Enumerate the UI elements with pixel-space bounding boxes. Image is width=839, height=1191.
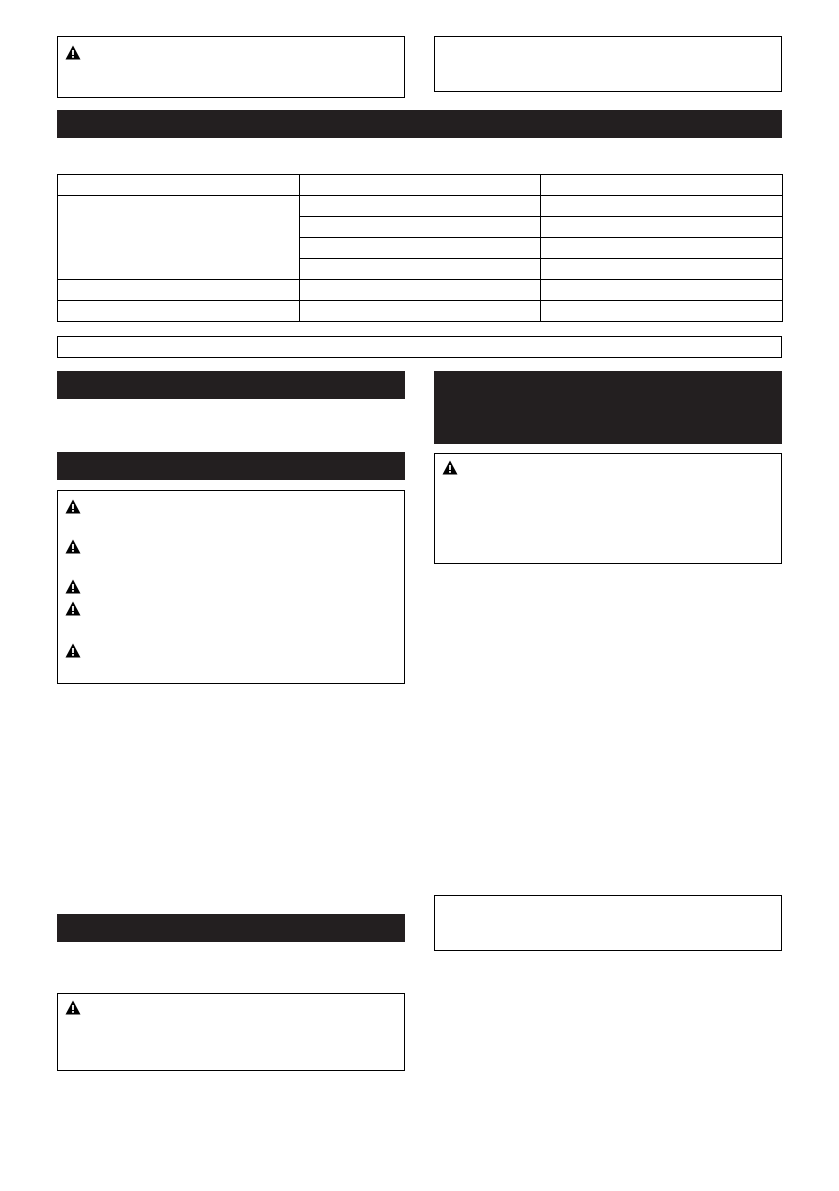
note-box-bottom-right (434, 895, 782, 951)
table-cell (541, 238, 783, 259)
warning-list-box (57, 490, 405, 684)
table-row (58, 175, 783, 196)
table-cell (58, 301, 300, 322)
warning-triangle-icon (65, 1000, 81, 1015)
note-box-top-right (434, 36, 782, 92)
table-cell (541, 217, 783, 238)
table-cell (58, 175, 300, 196)
table-cell (300, 217, 541, 238)
warning-triangle-icon (65, 601, 81, 616)
table-cell (300, 280, 541, 301)
specification-table (57, 174, 783, 322)
table-cell (541, 280, 783, 301)
warning-triangle-icon (65, 643, 81, 658)
table-footnote-box (57, 336, 782, 358)
table-cell (300, 175, 541, 196)
table-cell (541, 301, 783, 322)
table-cell (58, 280, 300, 301)
caution-box-top-left (57, 36, 405, 98)
section-header-left-2 (57, 452, 405, 480)
table-row (58, 301, 783, 322)
table-cell (541, 196, 783, 217)
table-cell (541, 259, 783, 280)
section-header-left-3 (57, 914, 405, 942)
table-cell (300, 301, 541, 322)
section-header-specifications (57, 110, 782, 138)
section-header-right-tall (434, 371, 782, 444)
table-cell (300, 196, 541, 217)
warning-triangle-icon (65, 499, 81, 514)
table-cell (58, 196, 300, 280)
warning-triangle-icon (65, 579, 81, 594)
warning-triangle-icon (65, 539, 81, 554)
table-row (58, 196, 783, 217)
table-cell (300, 238, 541, 259)
warning-triangle-icon (65, 45, 81, 60)
caution-box-bottom-left (57, 993, 405, 1071)
table-cell (541, 175, 783, 196)
table-cell (300, 259, 541, 280)
caution-box-right (434, 453, 782, 564)
warning-triangle-icon (442, 460, 458, 475)
section-header-left-1 (57, 371, 405, 399)
table-row (58, 280, 783, 301)
